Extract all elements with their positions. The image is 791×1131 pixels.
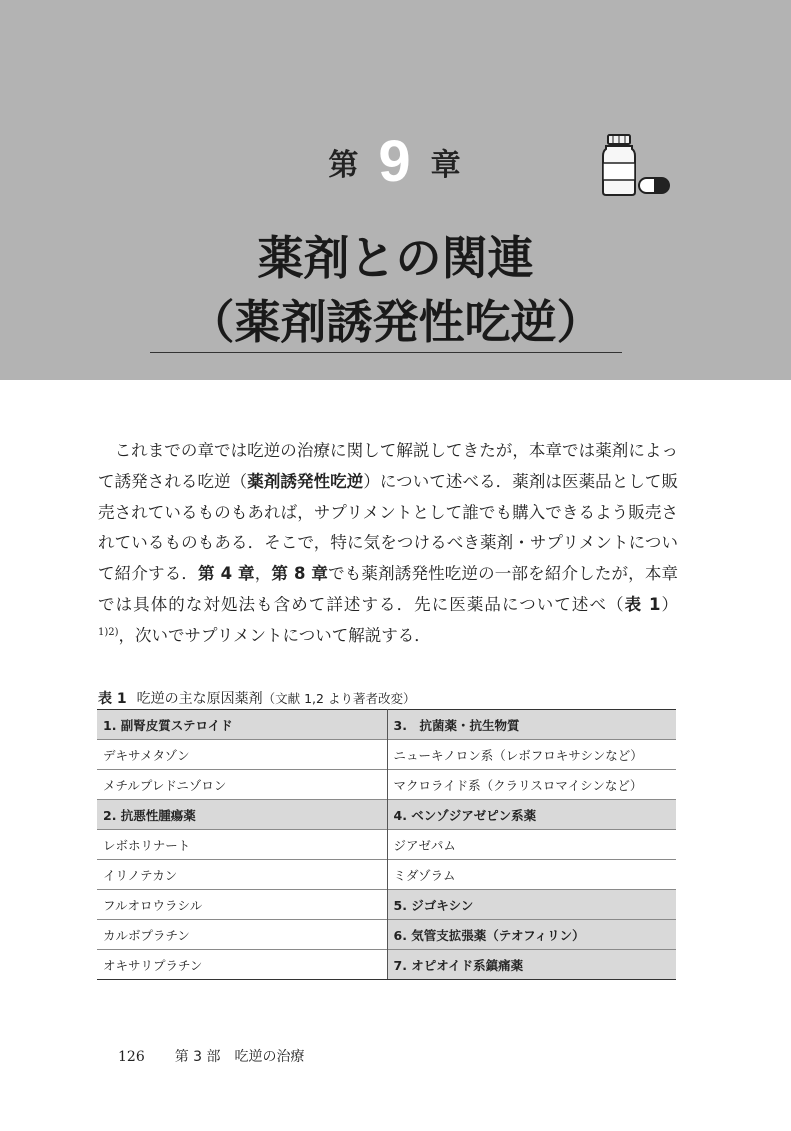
table-drug-cell: デキサメタゾン [97,740,387,770]
table-category-cell: 6. 気管支拡張薬（テオフィリン） [387,920,676,950]
intro-text-4: ） [660,594,679,614]
chapter-8-reference: 第 8 章 [271,564,329,584]
table-drug-cell: ジアゼパム [387,830,676,860]
chapter-suffix: 章 [430,148,463,183]
chapter-label [0,128,791,195]
medicine-bottle-capsule-icon [596,134,672,198]
intro-text-3: でも薬剤誘発性吃逆の一部を紹介したが，本章では具体的な対処法も含めて詳述する．先に医薬品について述べ（ [98,564,679,614]
table-category-cell: 7. オピオイド系鎮痛薬 [387,950,676,980]
intro-text-2: ）について述べる．薬剤は医薬品として販売されているものもあれば，サプリメントとして誰でも購入できるよう販売されているものもある．そこで，特に気をつけるべき薬剤・サプリメントについて紹介する． [98,471,679,584]
table-drug-cell: カルボプラチン [97,920,387,950]
intro-paragraph [98,436,678,652]
table-drug-cell: イリノテカン [97,860,387,890]
table-row [97,710,676,740]
table-row [97,890,676,920]
table-row [97,740,676,770]
chapter-number: 9 [378,129,413,194]
intro-bold-term: 薬剤誘発性吃逆 [247,471,364,491]
chapter-4-reference: 第 4 章 [198,564,255,584]
table-drug-cell: レボホリナート [97,830,387,860]
table-caption-source: （文献 1,2 より著者改変） [262,691,416,706]
intro-text-5: ，次いでサプリメントについて解説する． [118,625,431,645]
chapter-header-band [0,0,791,380]
page-number: 126 [118,1049,145,1065]
chapter-prefix: 第 [328,148,361,183]
chapter-title-line2: （薬剤誘発性吃逆） [188,295,603,349]
table-drug-cell: メチルプレドニゾロン [97,770,387,800]
table-caption-label: 表 1 [98,691,127,707]
page-footer [118,1046,305,1066]
table-row [97,770,676,800]
table-category-cell: 5. ジゴキシン [387,890,676,920]
table-row [97,800,676,830]
table-drug-cell: ミダゾラム [387,860,676,890]
intro-separator: ， [254,564,272,584]
table-category-cell: 3. 抗菌薬・抗生物質 [387,710,676,740]
intro-text-1: これまでの章では吃逆の治療に関して解説してきたが，本章では薬剤によって誘発される吃逆（ [98,441,678,491]
causative-drugs-table [97,709,676,980]
table-drug-cell: マクロライド系（クラリスロマイシンなど） [387,770,676,800]
table-category-cell: 1. 副腎皮質ステロイド [97,710,387,740]
table-row [97,830,676,860]
table-drug-cell: ニューキノロン系（レボフロキサシンなど） [387,740,676,770]
table-row [97,860,676,890]
table-category-cell: 4. ベンゾジアゼピン系薬 [387,800,676,830]
title-underline [150,352,622,353]
table-caption [98,688,415,708]
table-category-cell: 2. 抗悪性腫瘍薬 [97,800,387,830]
chapter-title-line1: 薬剤との関連 [257,231,534,285]
chapter-title [0,226,791,354]
table-drug-cell: オキサリプラチン [97,950,387,980]
drug-table-body [97,710,676,980]
table-drug-cell: フルオロウラシル [97,890,387,920]
table-caption-title: 吃逆の主な原因薬剤 [136,691,263,707]
table-row [97,950,676,980]
citation-superscript: 1)2) [98,626,119,638]
table-reference: 表 1 [624,594,661,614]
footer-section-title: 第 3 部 吃逆の治療 [174,1049,305,1065]
table-row [97,920,676,950]
